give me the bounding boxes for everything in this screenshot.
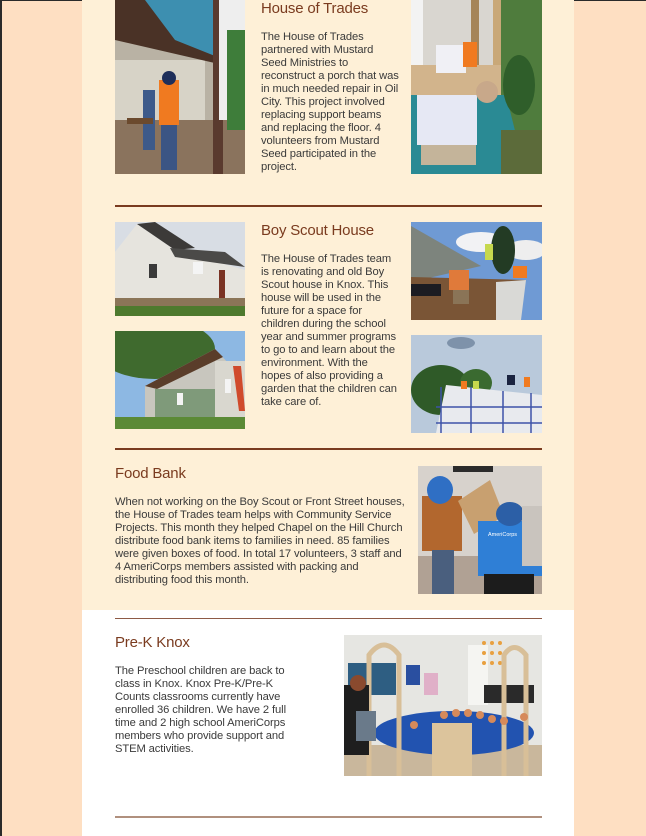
photo-porch-beams [115, 0, 245, 174]
photo-scaffolding [411, 335, 542, 433]
section-body: When not working on the Boy Scout or Front Street houses, the House of Trades team helps with Community Service Projects. This month they helped Chapel on the Hill Church distribute food bank items to families in need. 85 families were given boxes of food. In total 17 volunteers, 3 staff and 4 AmeriCorps members assisted with packing and distributing food this month. [115, 496, 405, 586]
section-body: The Preschool children are back to class in Knox. Knox Pre-K/Pre-K Counts classrooms currently have enrolled 36 children. We have 2 full time and 2 high school AmeriCorps members who provide support and STEM activities. [115, 665, 286, 755]
section-divider [115, 448, 542, 450]
photo-roof-work [411, 222, 542, 320]
photo-house-before [115, 222, 245, 316]
footer-divider [115, 816, 542, 818]
photo-food-distribution [418, 466, 542, 594]
section-title: Boy Scout House [261, 222, 374, 239]
section-title: House of Trades [261, 0, 369, 17]
section-divider [115, 618, 542, 619]
window-left-edge [0, 0, 2, 836]
section-body: The House of Trades team is renovating and old Boy Scout house in Knox. This house will be used in the future for a space for children during the school year and summer programs to go to and learn about the environment. With the hopes of also providing a garden that the children can take care of. [261, 253, 397, 408]
section-title: Pre-K Knox [115, 634, 190, 651]
photo-porch-floor [411, 0, 542, 174]
section-divider [115, 205, 542, 207]
shirt-text: AmeriCorps [488, 532, 518, 538]
photo-preschool-classroom [344, 635, 542, 776]
section-body: The House of Trades partnered with Mustard Seed Ministries to reconstruct a porch that was in much needed repair in Oil City. This project involved replacing support beams and replacing the floor. 4 volunteers from Mustard Seed participated in the project. [261, 31, 399, 173]
photo-house-after [115, 331, 245, 429]
section-title: Food Bank [115, 465, 186, 482]
